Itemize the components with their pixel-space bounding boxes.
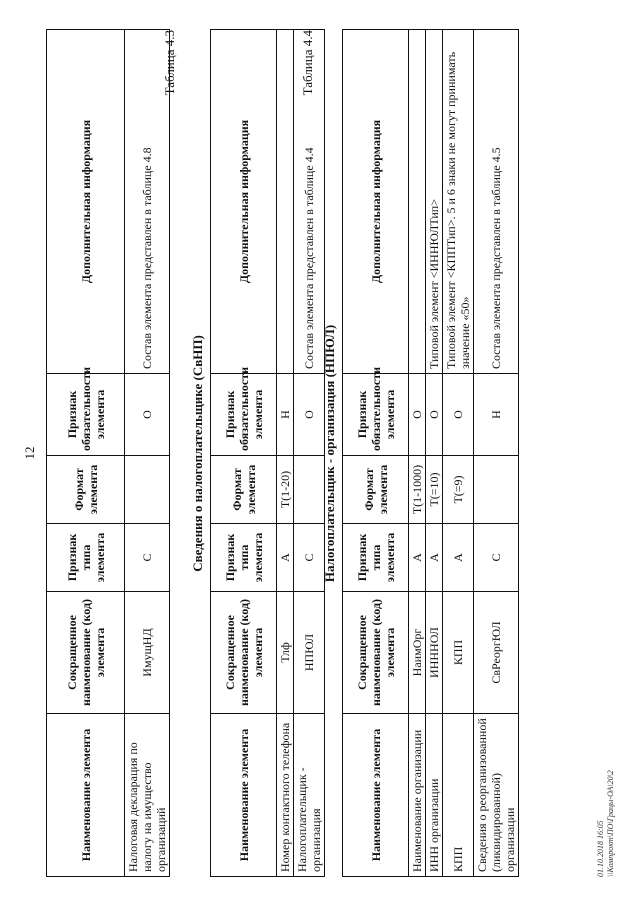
table-caption-4-3: Таблица 4.3 [162,30,177,96]
header-element-code: Сокращенное наименование (код) элемента [343,592,409,714]
cell-format [125,456,170,524]
header-additional-info: Дополнительная информация [47,30,125,374]
header-element-code: Сокращенное наименование (код) элемента [211,592,277,714]
cell-code: СвРеоргЮЛ [474,592,519,714]
table-header-row [343,30,409,877]
cell-format: T(1-1000) [409,456,426,524]
cell-name: Налоговая декларация по налогу на имущество организаций [125,714,170,877]
header-element-type: Признак типа элемента [343,524,409,592]
cell-format: T(=9) [443,456,474,524]
cell-name: Сведения о реорганизованной (ликвидированной) организации [474,714,519,877]
cell-info: Состав элемента представлен в таблице 4.5 [474,30,519,374]
cell-info [277,30,294,374]
cell-info: Состав элемента представлен в таблице 4.8 [125,30,170,374]
header-element-required: Признак обязательности элемента [47,374,125,456]
cell-required: О [125,374,170,456]
header-element-format: Формат элемента [47,456,125,524]
cell-format [474,456,519,524]
footer-stamp [596,770,616,877]
cell-type: С [125,524,170,592]
header-element-code: Сокращенное наименование (код) элемента [47,592,125,714]
table-row [277,30,294,877]
cell-info [409,30,426,374]
table-title-organization: Налогоплательщик - организация (НПЮЛ) [322,324,337,583]
table-organization [342,29,519,877]
table-caption-4-4: Таблица 4.4 [300,30,315,96]
cell-info: Типовой элемент <ИННЮЛТип> [426,30,443,374]
cell-required: О [294,374,325,456]
cell-format: T(=10) [426,456,443,524]
cell-code: НаимОрг [409,592,426,714]
cell-info: Типовой элемент <КППТип>. 5 и 6 знаки не могут принимать значение «50» [443,30,474,374]
cell-type: А [443,524,474,592]
header-element-required: Признак обязательности элемента [343,374,409,456]
cell-code: КПП [443,592,474,714]
cell-name: КПП [443,714,474,877]
footer-path: \\Компрокт\ПО\Грацы-ОА\20\2 [606,770,615,877]
table-row [409,30,426,877]
cell-format [294,456,325,524]
cell-name: Номер контактного телефона [277,714,294,877]
cell-name: ИНН организации [426,714,443,877]
footer-date: 01.10.2018 16:05 [596,820,605,877]
cell-type: А [409,524,426,592]
header-element-format: Формат элемента [343,456,409,524]
table-header-row [211,30,277,877]
cell-name: Наименование организации [409,714,426,877]
table-row [443,30,474,877]
page-number: 12 [22,446,37,460]
cell-required: О [409,374,426,456]
header-element-name: Наименование элемента [47,714,125,877]
header-element-type: Признак типа элемента [211,524,277,592]
table-property-tax-declaration [46,29,170,877]
header-additional-info: Дополнительная информация [343,30,409,374]
cell-type: С [294,524,325,592]
cell-info: Состав элемента представлен в таблице 4.4 [294,30,325,374]
cell-required: О [426,374,443,456]
table-row [426,30,443,877]
header-element-required: Признак обязательности элемента [211,374,277,456]
header-element-name: Наименование элемента [211,714,277,877]
table-row [474,30,519,877]
cell-format: T(1-20) [277,456,294,524]
header-element-type: Признак типа элемента [47,524,125,592]
cell-required: Н [277,374,294,456]
table-title-taxpayer-info: Сведения о налогоплательщике (СвНП) [190,335,205,572]
cell-code: ИНННОЛ [426,592,443,714]
cell-code: ИмущНД [125,592,170,714]
cell-code: Тлф [277,592,294,714]
cell-code: НПЮЛ [294,592,325,714]
cell-name: Налогоплательщик - организация [294,714,325,877]
table-header-row [47,30,125,877]
cell-type: А [277,524,294,592]
header-additional-info: Дополнительная информация [211,30,277,374]
cell-required: О [443,374,474,456]
header-element-name: Наименование элемента [343,714,409,877]
header-element-format: Формат элемента [211,456,277,524]
cell-type: А [426,524,443,592]
cell-required: Н [474,374,519,456]
cell-type: С [474,524,519,592]
